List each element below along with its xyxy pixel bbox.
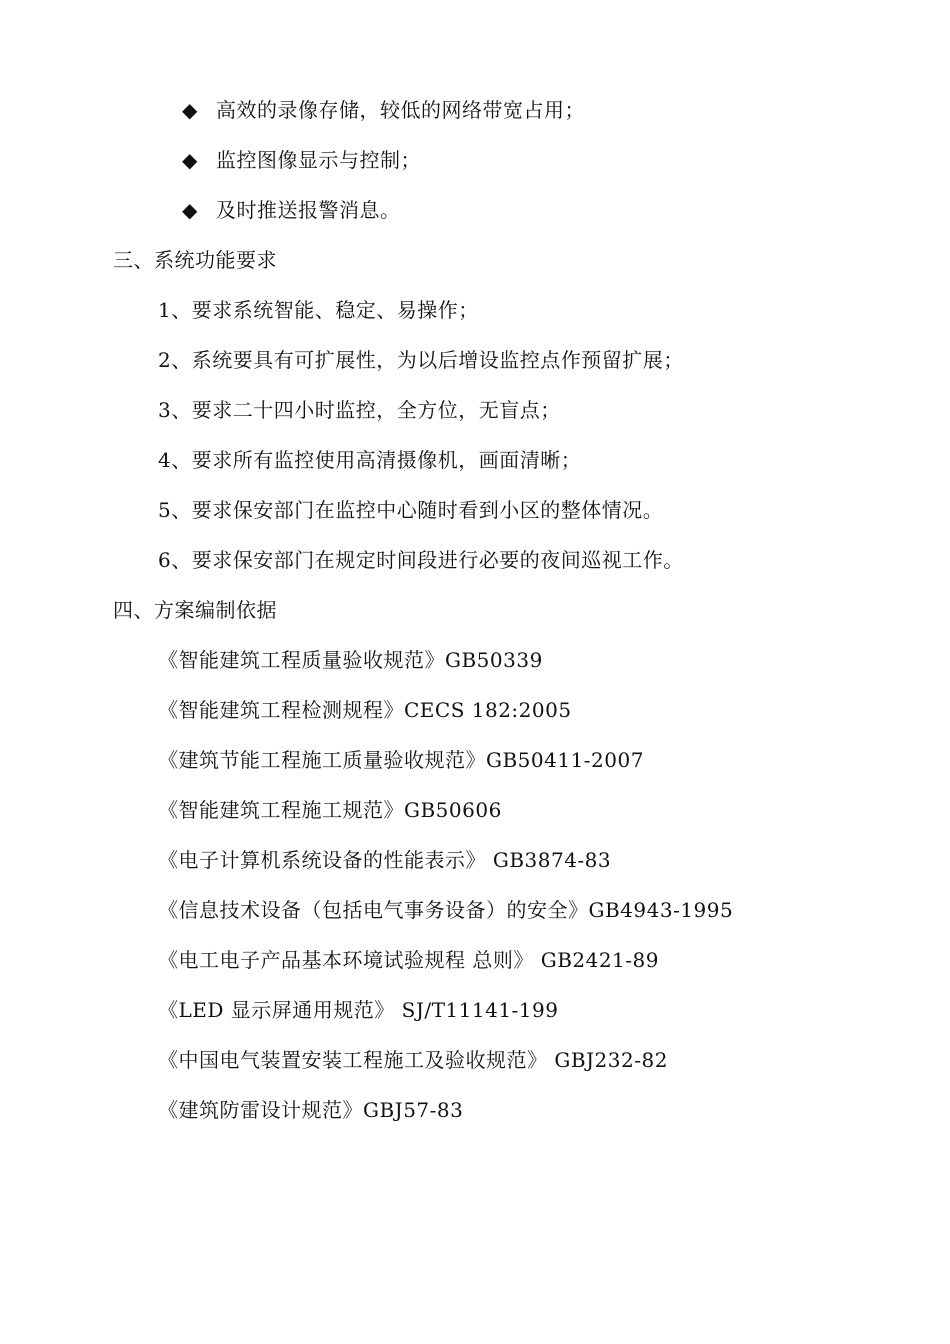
requirement-item: 5、要求保安部门在监控中心随时看到小区的整体情况。: [158, 498, 664, 522]
reference-item: 《智能建筑工程检测规程》CECS 182:2005: [158, 698, 572, 722]
reference-item: 《LED 显示屏通用规范》 SJ/T11141-199: [158, 998, 559, 1022]
reference-item: 《电工电子产品基本环境试验规程 总则》 GB2421-89: [158, 948, 659, 972]
reference-item: 《智能建筑工程质量验收规范》GB50339: [158, 648, 543, 672]
diamond-bullet-icon: ◆: [182, 198, 198, 222]
reference-item: 《中国电气装置安装工程施工及验收规范》 GBJ232-82: [158, 1048, 668, 1072]
bullet-item: [182, 196, 401, 224]
bullet-text: 高效的录像存储，较低的网络带宽占用；: [216, 98, 585, 122]
diamond-bullet-icon: ◆: [182, 148, 198, 172]
bullet-item: [182, 146, 421, 174]
bullet-text: 监控图像显示与控制；: [216, 148, 421, 172]
requirement-item: 1、要求系统智能、稳定、易操作；: [158, 298, 479, 322]
requirement-item: 2、系统要具有可扩展性，为以后增设监控点作预留扩展；: [158, 348, 684, 372]
reference-item: 《建筑节能工程施工质量验收规范》GB50411-2007: [158, 748, 644, 772]
reference-item: 《信息技术设备（包括电气事务设备）的安全》GB4943-1995: [158, 898, 734, 922]
diamond-bullet-icon: ◆: [182, 98, 198, 122]
requirement-item: 3、要求二十四小时监控，全方位，无盲点；: [158, 398, 561, 422]
requirement-item: 6、要求保安部门在规定时间段进行必要的夜间巡视工作。: [158, 548, 684, 572]
reference-item: 《智能建筑工程施工规范》GB50606: [158, 798, 502, 822]
requirement-item: 4、要求所有监控使用高清摄像机，画面清晰；: [158, 448, 582, 472]
bullet-item: [182, 96, 585, 124]
bullet-text: 及时推送报警消息。: [216, 198, 401, 222]
section-heading-basis: 四、方案编制依据: [113, 598, 277, 622]
reference-item: 《电子计算机系统设备的性能表示》 GB3874-83: [158, 848, 612, 872]
section-heading-requirements: 三、系统功能要求: [113, 248, 277, 272]
reference-item: 《建筑防雷设计规范》GBJ57-83: [158, 1098, 464, 1122]
